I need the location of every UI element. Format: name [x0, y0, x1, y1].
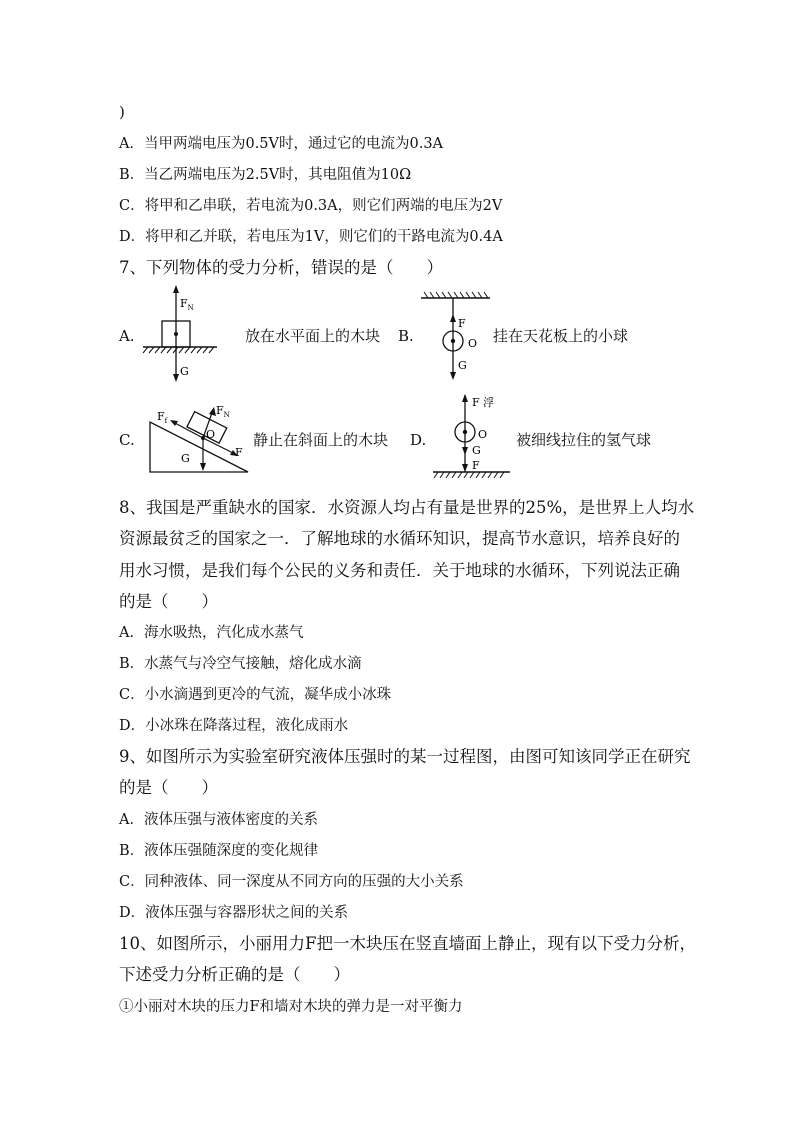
option-d: D．将甲和乙并联，若电压为1V，则它们的干路电流为0.4A	[119, 229, 503, 245]
q9-option-b: B．液体压强随深度的变化规律	[119, 843, 319, 859]
q7-c-o-label: O	[206, 428, 216, 441]
question-10-line-2: 下述受力分析正确的是（ ）	[119, 965, 350, 984]
q7-b-g-label: G	[458, 359, 467, 372]
question-8-line-1: 8、我国是严重缺水的国家．水资源人均占有量是世界的25%，是世界上人均水	[119, 498, 695, 517]
q7-d-o-label: O	[478, 428, 488, 441]
q7-b-o-label: O	[468, 337, 478, 350]
q7-a-fn-label: $F_N$	[180, 297, 194, 312]
q7-d-diagram	[430, 392, 515, 482]
q7-c-caption: 静止在斜面上的木块	[253, 431, 389, 449]
option-a: A．当甲两端电压为0.5V时，通过它的电流为0.3A	[119, 136, 444, 152]
question-9-line-1: 9、如图所示为实验室研究液体压强时的某一过程图，由图可知该同学正在研究	[119, 747, 691, 766]
option-c: C．将甲和乙串联，若电流为0.3A，则它们两端的电压为2V	[119, 198, 503, 214]
q8-option-b: B．水蒸气与冷空气接触，熔化成水滴	[119, 656, 362, 672]
q7-a-letter: A.	[119, 327, 135, 345]
q7-d-letter: D.	[410, 431, 427, 449]
q7-b-diagram	[418, 290, 493, 385]
q7-a-g-label: G	[180, 365, 189, 378]
q7-d-f-label: F	[472, 459, 480, 472]
q8-option-a: A．海水吸热，汽化成水蒸气	[119, 625, 304, 641]
question-9-line-2: 的是（ ）	[119, 778, 218, 797]
q7-d-g-label: G	[472, 444, 481, 457]
q7-c-ff-label: $F_f$	[157, 410, 168, 425]
q7-c-letter: C.	[119, 431, 135, 449]
q7-d-ffu-label: F 浮	[472, 396, 495, 409]
question-10-statement-1: ①小丽对木块的压力F和墙对木块的弹力是一对平衡力	[119, 999, 463, 1015]
question-8-line-4: 的是（ ）	[119, 592, 218, 611]
q7-d-caption: 被细线拉住的氢气球	[516, 431, 652, 449]
q7-b-f-label: F	[458, 317, 466, 330]
q8-option-d: D．小冰珠在降落过程，液化成雨水	[119, 718, 349, 734]
text-line-paren: )	[119, 103, 125, 121]
q8-option-c: C．小水滴遇到更冷的气流，凝华成小冰珠	[119, 687, 392, 703]
question-8-line-2: 资源最贫乏的国家之一．了解地球的水循环知识，提高节水意识，培养良好的	[119, 529, 680, 548]
q7-c-diagram	[145, 400, 255, 480]
q7-c-fn-label: $F_N$	[216, 404, 230, 419]
q7-b-letter: B.	[398, 327, 414, 345]
option-b: B．当乙两端电压为2.5V时，其电阻值为10Ω	[119, 167, 412, 183]
q9-option-c: C．同种液体、同一深度从不同方向的压强的大小关系	[119, 874, 464, 890]
question-8-line-3: 用水习惯，是我们每个公民的义务和责任．关于地球的水循环，下列说法正确	[119, 561, 680, 580]
q7-a-diagram	[140, 283, 225, 383]
q7-c-f-label: F	[235, 446, 243, 459]
q9-option-d: D．液体压强与容器形状之间的关系	[119, 905, 349, 921]
question-7-stem: 7、下列物体的受力分析，错误的是（ ）	[119, 258, 443, 277]
question-10-line-1: 10、如图所示，小丽用力F把一木块压在竖直墙面上静止，现有以下受力分析，	[119, 934, 696, 953]
q9-option-a: A．液体压强与液体密度的关系	[119, 812, 318, 828]
q7-b-caption: 挂在天花板上的小球	[493, 327, 629, 345]
q7-a-caption: 放在水平面上的木块	[245, 327, 381, 345]
q7-c-g-label: G	[181, 452, 190, 465]
